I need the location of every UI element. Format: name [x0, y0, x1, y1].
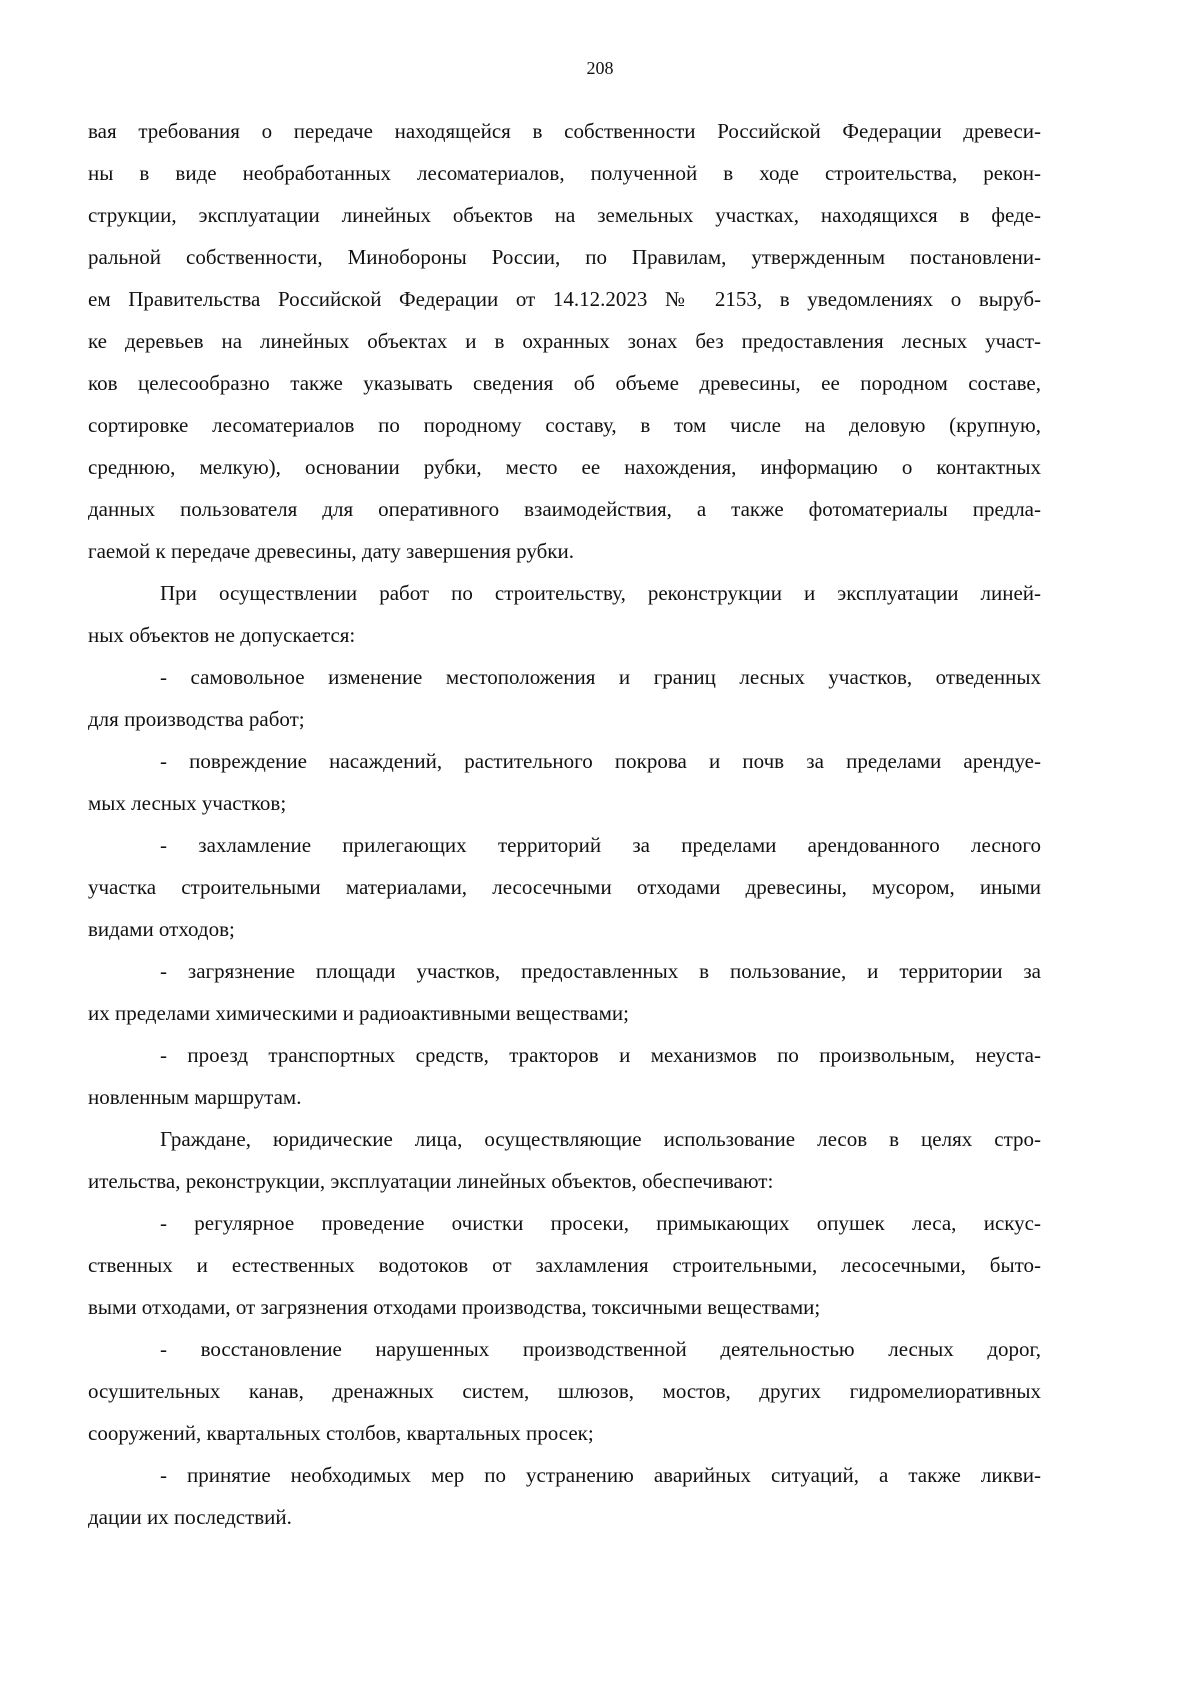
text-line: - самовольное изменение местоположения и границ лесных участков, отведенных	[160, 665, 1041, 689]
text-line: - проезд транспортных средств, тракторов и механизмов по произвольным, неуста-	[160, 1043, 1041, 1067]
text-line: - повреждение насаждений, растительного покрова и почв за пределами арендуе-	[160, 749, 1041, 773]
list-item-prohibited-5	[88, 1034, 1041, 1118]
text-line: ем Правительства Российской Федерации от 14.12.2023 № 2153, в уведомлениях о выруб-	[88, 287, 1041, 311]
paragraph-prohibited-intro	[88, 572, 1041, 656]
text-line: - захламление прилегающих территорий за пределами арендованного лесного	[160, 833, 1041, 857]
text-line: новленным маршрутам.	[88, 1085, 302, 1109]
text-line: среднюю, мелкую), основании рубки, место ее нахождения, информацию о контактных	[88, 455, 1041, 479]
text-line: ков целесообразно также указывать сведения об объеме древесины, ее породном составе,	[88, 371, 1041, 395]
text-line: - загрязнение площади участков, предоставленных в пользование, и территории за	[160, 959, 1041, 983]
list-item-obligation-3	[88, 1454, 1041, 1538]
text-line: их пределами химическими и радиоактивными веществами;	[88, 1001, 629, 1025]
text-line: осушительных канав, дренажных систем, шлюзов, мостов, других гидромелиоративных	[88, 1379, 1041, 1403]
text-line: вая требования о передаче находящейся в собственности Российской Федерации древеси-	[88, 119, 1041, 143]
paragraph-continuation	[88, 110, 1041, 572]
text-line: Граждане, юридические лица, осуществляющие использование лесов в целях стро-	[160, 1127, 1041, 1151]
text-line: для производства работ;	[88, 707, 305, 731]
list-item-prohibited-4	[88, 950, 1041, 1034]
list-item-prohibited-3	[88, 824, 1041, 950]
text-line: участка строительными материалами, лесосечными отходами древесины, мусором, иными	[88, 875, 1041, 899]
text-line: сортировке лесоматериалов по породному составу, в том числе на деловую (крупную,	[88, 413, 1041, 437]
text-line: ных объектов не допускается:	[88, 623, 356, 647]
text-line: - регулярное проведение очистки просеки, примыкающих опушек леса, искус-	[160, 1211, 1041, 1235]
text-line: ственных и естественных водотоков от захламления строительными, лесосечными, быто-	[88, 1253, 1041, 1277]
text-line: - восстановление нарушенных производственной деятельностью лесных дорог,	[160, 1337, 1041, 1361]
text-line: сооружений, квартальных столбов, квартальных просек;	[88, 1421, 594, 1445]
text-line: ны в виде необработанных лесоматериалов, полученной в ходе строительства, рекон-	[88, 161, 1041, 185]
list-item-obligation-2	[88, 1328, 1041, 1454]
list-item-prohibited-2	[88, 740, 1041, 824]
text-line: ральной собственности, Минобороны России, по Правилам, утвержденным постановлени-	[88, 245, 1041, 269]
document-body	[88, 110, 1041, 1538]
text-line: видами отходов;	[88, 917, 235, 941]
list-item-prohibited-1	[88, 656, 1041, 740]
text-line: мых лесных участков;	[88, 791, 287, 815]
text-line: ительства, реконструкции, эксплуатации линейных объектов, обеспечивают:	[88, 1169, 774, 1193]
text-line: гаемой к передаче древесины, дату завершения рубки.	[88, 539, 574, 563]
text-line: При осуществлении работ по строительству, реконструкции и эксплуатации линей-	[160, 581, 1041, 605]
text-line: данных пользователя для оперативного взаимодействия, а также фотоматериалы предла-	[88, 497, 1041, 521]
text-line: струкции, эксплуатации линейных объектов на земельных участках, находящихся в феде-	[88, 203, 1041, 227]
page-number: 208	[586, 58, 614, 78]
text-line: выми отходами, от загрязнения отходами производства, токсичными веществами;	[88, 1295, 821, 1319]
text-line: - принятие необходимых мер по устранению аварийных ситуаций, а также ликви-	[160, 1463, 1041, 1487]
text-line: ке деревьев на линейных объектах и в охранных зонах без предоставления лесных участ-	[88, 329, 1041, 353]
text-line: дации их последствий.	[88, 1505, 292, 1529]
list-item-obligation-1	[88, 1202, 1041, 1328]
paragraph-obligations-intro	[88, 1118, 1041, 1202]
